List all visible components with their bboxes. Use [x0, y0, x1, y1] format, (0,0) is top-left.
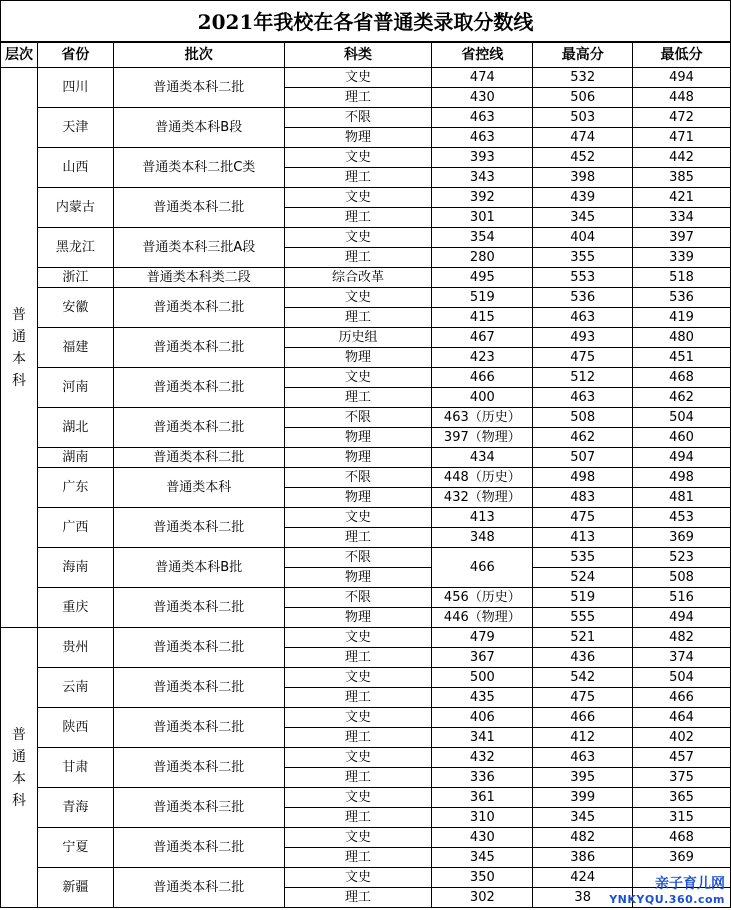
table-row	[1, 748, 731, 768]
max-score-cell: 506	[533, 88, 633, 108]
watermark-logo-text: 亲子育儿网	[655, 876, 725, 892]
batch-cell: 普通类本科二批	[113, 828, 284, 868]
min-score-cell: 460	[633, 428, 731, 448]
control-line-cell: 392	[432, 188, 533, 208]
level-cell	[1, 68, 38, 628]
max-score-cell: 395	[533, 768, 633, 788]
province-cell: 广西	[37, 508, 113, 548]
max-score-cell: 463	[533, 748, 633, 768]
control-line-cell: 467	[432, 328, 533, 348]
min-score-cell: 453	[633, 508, 731, 528]
min-score-cell: 448	[633, 88, 731, 108]
table-row	[1, 148, 731, 168]
min-score-cell: 397	[633, 228, 731, 248]
batch-cell: 普通类本科二批	[113, 668, 284, 708]
control-line-cell: 302	[432, 888, 533, 908]
min-score-cell: 494	[633, 68, 731, 88]
table-row	[1, 508, 731, 528]
min-score-cell: 494	[633, 608, 731, 628]
subject-type-cell: 文史	[284, 508, 432, 528]
subject-type-cell: 物理	[284, 428, 432, 448]
subject-type-cell: 不限	[284, 408, 432, 428]
control-line-cell: 432	[432, 748, 533, 768]
control-line-cell: 519	[432, 288, 533, 308]
table-row	[1, 368, 731, 388]
max-score-cell: 386	[533, 848, 633, 868]
control-line-cell: 348	[432, 528, 533, 548]
table-row	[1, 548, 731, 568]
max-score-cell: 38	[533, 888, 633, 908]
control-line-cell: 463（历史）	[432, 408, 533, 428]
max-score-cell: 399	[533, 788, 633, 808]
max-score-cell: 475	[533, 688, 633, 708]
control-line-cell: 474	[432, 68, 533, 88]
batch-cell: 普通类本科二批	[113, 508, 284, 548]
subject-type-cell: 理工	[284, 808, 432, 828]
province-cell: 新疆	[37, 868, 113, 908]
province-cell: 湖北	[37, 408, 113, 448]
max-score-cell: 463	[533, 388, 633, 408]
level-label: 普通本科	[11, 726, 26, 809]
subject-type-cell: 理工	[284, 88, 432, 108]
level-cell	[1, 628, 38, 908]
subject-type-cell: 文史	[284, 708, 432, 728]
subject-type-cell: 理工	[284, 248, 432, 268]
subject-type-cell: 文史	[284, 868, 432, 888]
table-row	[1, 588, 731, 608]
min-score-cell: 516	[633, 588, 731, 608]
control-line-cell: 495	[432, 268, 533, 288]
min-score-cell: 482	[633, 628, 731, 648]
control-line-cell: 354	[432, 228, 533, 248]
min-score-cell: 481	[633, 488, 731, 508]
control-line-cell: 397（物理）	[432, 428, 533, 448]
min-score-cell: 466	[633, 688, 731, 708]
min-score-cell: 480	[633, 328, 731, 348]
max-score-cell: 503	[533, 108, 633, 128]
province-cell: 陕西	[37, 708, 113, 748]
subject-type-cell: 理工	[284, 768, 432, 788]
min-score-cell: 523	[633, 548, 731, 568]
max-score-cell: 483	[533, 488, 633, 508]
batch-cell: 普通类本科类二段	[113, 268, 284, 288]
batch-cell: 普通类本科二批	[113, 328, 284, 368]
subject-type-cell: 物理	[284, 488, 432, 508]
batch-cell: 普通类本科二批	[113, 628, 284, 668]
min-score-cell: 375	[633, 768, 731, 788]
min-score-cell: 442	[633, 148, 731, 168]
header-level: 层次	[1, 43, 38, 68]
subject-type-cell: 理工	[284, 728, 432, 748]
max-score-cell: 424	[533, 868, 633, 888]
max-score-cell: 466	[533, 708, 633, 728]
control-line-cell: 400	[432, 388, 533, 408]
min-score-cell: 369	[633, 848, 731, 868]
province-cell: 甘肃	[37, 748, 113, 788]
control-line-cell: 479	[432, 628, 533, 648]
batch-cell: 普通类本科三批A段	[113, 228, 284, 268]
subject-type-cell: 物理	[284, 568, 432, 588]
subject-type-cell: 文史	[284, 288, 432, 308]
control-line-cell: 466	[432, 368, 533, 388]
province-cell: 青海	[37, 788, 113, 828]
province-cell: 四川	[37, 68, 113, 108]
max-score-cell: 519	[533, 588, 633, 608]
table-row	[1, 108, 731, 128]
page-title: 2021年我校在各省普通类录取分数线	[0, 0, 731, 42]
max-score-cell: 482	[533, 828, 633, 848]
batch-cell: 普通类本科二批	[113, 448, 284, 468]
province-cell: 河南	[37, 368, 113, 408]
province-cell: 海南	[37, 548, 113, 588]
min-score-cell: 468	[633, 828, 731, 848]
max-score-cell: 345	[533, 808, 633, 828]
province-cell: 山西	[37, 148, 113, 188]
control-line-cell: 446（物理）	[432, 608, 533, 628]
batch-cell: 普通类本科二批	[113, 408, 284, 448]
max-score-cell: 555	[533, 608, 633, 628]
table-row	[1, 408, 731, 428]
subject-type-cell: 物理	[284, 608, 432, 628]
table-row	[1, 448, 731, 468]
max-score-cell: 436	[533, 648, 633, 668]
max-score-cell: 412	[533, 728, 633, 748]
subject-type-cell: 物理	[284, 348, 432, 368]
min-score-cell: 462	[633, 388, 731, 408]
table-row	[1, 708, 731, 728]
min-score-cell	[633, 868, 731, 888]
max-score-cell: 524	[533, 568, 633, 588]
min-score-cell: 518	[633, 268, 731, 288]
min-score-cell: 385	[633, 168, 731, 188]
control-line-cell: 463	[432, 128, 533, 148]
table-row	[1, 188, 731, 208]
max-score-cell: 413	[533, 528, 633, 548]
subject-type-cell: 文史	[284, 828, 432, 848]
table-row	[1, 268, 731, 288]
min-score-cell: 365	[633, 788, 731, 808]
header-control-line: 省控线	[432, 43, 533, 68]
province-cell: 重庆	[37, 588, 113, 628]
province-cell: 云南	[37, 668, 113, 708]
max-score-cell: 508	[533, 408, 633, 428]
header-subject-type: 科类	[284, 43, 432, 68]
header-min-score: 最低分	[633, 43, 731, 68]
table-row	[1, 668, 731, 688]
min-score-cell: 494	[633, 448, 731, 468]
subject-type-cell: 不限	[284, 108, 432, 128]
subject-type-cell: 不限	[284, 468, 432, 488]
province-cell: 湖南	[37, 448, 113, 468]
subject-type-cell: 综合改革	[284, 268, 432, 288]
header-max-score: 最高分	[533, 43, 633, 68]
table-row	[1, 68, 731, 88]
subject-type-cell: 理工	[284, 388, 432, 408]
subject-type-cell: 理工	[284, 528, 432, 548]
control-line-cell: 367	[432, 648, 533, 668]
min-score-cell: 451	[633, 348, 731, 368]
control-line-cell: 463	[432, 108, 533, 128]
control-line-cell: 434	[432, 448, 533, 468]
control-line-cell: 415	[432, 308, 533, 328]
control-line-cell: 393	[432, 148, 533, 168]
min-score-cell	[633, 888, 731, 908]
control-line-cell: 430	[432, 828, 533, 848]
batch-cell: 普通类本科	[113, 468, 284, 508]
max-score-cell: 542	[533, 668, 633, 688]
subject-type-cell: 文史	[284, 668, 432, 688]
min-score-cell: 464	[633, 708, 731, 728]
batch-cell: 普通类本科二批	[113, 748, 284, 788]
table-row	[1, 828, 731, 848]
min-score-cell: 504	[633, 408, 731, 428]
province-cell: 黑龙江	[37, 228, 113, 268]
max-score-cell: 355	[533, 248, 633, 268]
subject-type-cell: 理工	[284, 848, 432, 868]
subject-type-cell: 理工	[284, 888, 432, 908]
max-score-cell: 507	[533, 448, 633, 468]
subject-type-cell: 物理	[284, 448, 432, 468]
control-line-cell: 341	[432, 728, 533, 748]
control-line-cell: 432（物理）	[432, 488, 533, 508]
control-line-cell: 423	[432, 348, 533, 368]
table-row	[1, 628, 731, 648]
level-label: 普通本科	[11, 306, 26, 389]
max-score-cell: 493	[533, 328, 633, 348]
control-line-cell: 310	[432, 808, 533, 828]
max-score-cell: 475	[533, 508, 633, 528]
subject-type-cell: 文史	[284, 368, 432, 388]
province-cell: 宁夏	[37, 828, 113, 868]
admission-score-table	[0, 42, 731, 908]
min-score-cell: 472	[633, 108, 731, 128]
control-line-cell: 430	[432, 88, 533, 108]
province-cell: 浙江	[37, 268, 113, 288]
header-batch: 批次	[113, 43, 284, 68]
control-line-cell: 435	[432, 688, 533, 708]
province-cell: 天津	[37, 108, 113, 148]
max-score-cell: 398	[533, 168, 633, 188]
batch-cell: 普通类本科B批	[113, 548, 284, 588]
batch-cell: 普通类本科B段	[113, 108, 284, 148]
control-line-cell: 345	[432, 848, 533, 868]
control-line-cell: 456（历史）	[432, 588, 533, 608]
min-score-cell: 374	[633, 648, 731, 668]
max-score-cell: 452	[533, 148, 633, 168]
control-line-cell: 361	[432, 788, 533, 808]
province-cell: 广东	[37, 468, 113, 508]
batch-cell: 普通类本科二批	[113, 588, 284, 628]
max-score-cell: 345	[533, 208, 633, 228]
max-score-cell: 498	[533, 468, 633, 488]
batch-cell: 普通类本科二批	[113, 708, 284, 748]
min-score-cell: 498	[633, 468, 731, 488]
batch-cell: 普通类本科二批	[113, 188, 284, 228]
subject-type-cell: 不限	[284, 588, 432, 608]
header-row	[1, 43, 731, 68]
batch-cell: 普通类本科二批	[113, 68, 284, 108]
subject-type-cell: 文史	[284, 228, 432, 248]
max-score-cell: 462	[533, 428, 633, 448]
max-score-cell: 475	[533, 348, 633, 368]
table-row	[1, 328, 731, 348]
subject-type-cell: 文史	[284, 788, 432, 808]
batch-cell: 普通类本科三批	[113, 788, 284, 828]
min-score-cell: 419	[633, 308, 731, 328]
min-score-cell: 339	[633, 248, 731, 268]
table-row	[1, 788, 731, 808]
watermark-url: YNKYQU.360.com	[609, 893, 725, 906]
subject-type-cell: 物理	[284, 128, 432, 148]
subject-type-cell: 文史	[284, 748, 432, 768]
batch-cell: 普通类本科二批	[113, 288, 284, 328]
subject-type-cell: 理工	[284, 208, 432, 228]
max-score-cell: 536	[533, 288, 633, 308]
table-row	[1, 228, 731, 248]
control-line-cell: 413	[432, 508, 533, 528]
province-cell: 内蒙古	[37, 188, 113, 228]
min-score-cell: 468	[633, 368, 731, 388]
subject-type-cell: 文史	[284, 68, 432, 88]
subject-type-cell: 理工	[284, 308, 432, 328]
control-line-cell: 280	[432, 248, 533, 268]
min-score-cell: 457	[633, 748, 731, 768]
min-score-cell: 421	[633, 188, 731, 208]
table-row	[1, 868, 731, 888]
min-score-cell: 369	[633, 528, 731, 548]
subject-type-cell: 文史	[284, 148, 432, 168]
control-line-cell: 500	[432, 668, 533, 688]
min-score-cell: 536	[633, 288, 731, 308]
control-line-cell: 406	[432, 708, 533, 728]
max-score-cell: 474	[533, 128, 633, 148]
subject-type-cell: 理工	[284, 648, 432, 668]
control-line-cell: 301	[432, 208, 533, 228]
subject-type-cell: 不限	[284, 548, 432, 568]
header-province: 省份	[37, 43, 113, 68]
min-score-cell: 471	[633, 128, 731, 148]
min-score-cell: 504	[633, 668, 731, 688]
max-score-cell: 439	[533, 188, 633, 208]
min-score-cell: 334	[633, 208, 731, 228]
batch-cell: 普通类本科二批C类	[113, 148, 284, 188]
control-line-cell: 343	[432, 168, 533, 188]
max-score-cell: 463	[533, 308, 633, 328]
batch-cell: 普通类本科二批	[113, 368, 284, 408]
min-score-cell: 402	[633, 728, 731, 748]
table-row	[1, 288, 731, 308]
control-line-cell: 466	[432, 548, 533, 588]
batch-cell: 普通类本科二批	[113, 868, 284, 908]
min-score-cell: 315	[633, 808, 731, 828]
subject-type-cell: 文史	[284, 628, 432, 648]
province-cell: 贵州	[37, 628, 113, 668]
max-score-cell: 553	[533, 268, 633, 288]
max-score-cell: 512	[533, 368, 633, 388]
subject-type-cell: 理工	[284, 168, 432, 188]
control-line-cell: 350	[432, 868, 533, 888]
max-score-cell: 404	[533, 228, 633, 248]
max-score-cell: 532	[533, 68, 633, 88]
table-row	[1, 468, 731, 488]
subject-type-cell: 文史	[284, 188, 432, 208]
subject-type-cell: 历史组	[284, 328, 432, 348]
max-score-cell: 535	[533, 548, 633, 568]
province-cell: 福建	[37, 328, 113, 368]
province-cell: 安徽	[37, 288, 113, 328]
control-line-cell: 336	[432, 768, 533, 788]
control-line-cell: 448（历史）	[432, 468, 533, 488]
subject-type-cell: 理工	[284, 688, 432, 708]
min-score-cell: 508	[633, 568, 731, 588]
max-score-cell: 521	[533, 628, 633, 648]
